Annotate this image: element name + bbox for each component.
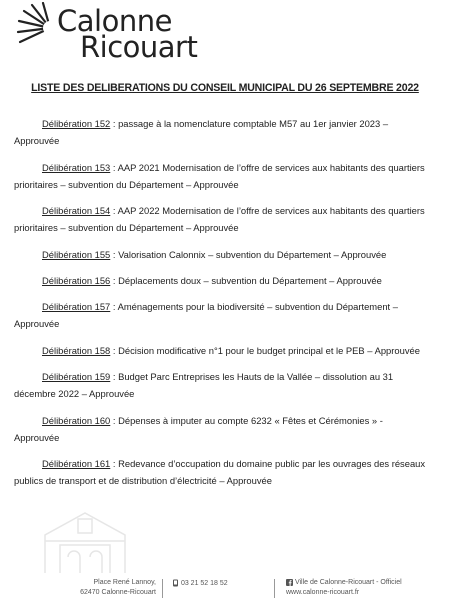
footer-facebook-link[interactable]: Ville de Calonne-Ricouart - Officiel — [294, 579, 402, 586]
footer-website-link[interactable]: www.calonne-ricouart.fr — [286, 589, 360, 596]
deliberation-ref: Délibération 155 — [42, 248, 111, 260]
logo-text-calonne: Calonne — [57, 4, 172, 38]
deliberation-ref: Délibération 154 — [42, 205, 111, 217]
deliberation-ref: Délibération 159 — [42, 371, 111, 383]
deliberation-text: : Dépenses à imputer au compte 6232 « Fêtes et Cérémonies » - Approuvée — [14, 414, 383, 443]
deliberation-ref: Délibération 156 — [42, 274, 111, 286]
footer-phone-number: 03 21 52 18 52 — [180, 579, 228, 587]
deliberation-text: : Déplacements doux – subvention du Département – Approuvée — [110, 274, 382, 286]
footer-address-line2: 62470 Calonne-Ricouart — [80, 589, 156, 596]
deliberation-text: : Budget Parc Entreprises les Hauts de la Vallée – dissolution au 31 décembre 2022 – Approuvée — [14, 371, 394, 400]
phone-icon — [172, 579, 179, 587]
deliberation-item — [14, 342, 430, 359]
deliberation-text: : Décision modificative n°1 pour le budget principal et le PEB – Approuvée — [110, 344, 420, 356]
footer — [0, 578, 450, 600]
sun-rays-icon — [10, 2, 58, 50]
footer-divider — [162, 579, 163, 598]
deliberation-ref: Délibération 152 — [42, 118, 111, 130]
deliberation-text: : Redevance d’occupation du domaine public par les ouvrages des réseaux publics de transport et de distribution d’électricité – Approuvée — [14, 457, 426, 486]
deliberation-ref: Délibération 153 — [42, 161, 111, 173]
deliberation-text: : Valorisation Calonnix – subvention du Département – Approuvée — [110, 248, 387, 260]
deliberation-item — [14, 272, 430, 289]
deliberation-ref: Délibération 157 — [42, 301, 111, 313]
footer-divider — [274, 579, 275, 598]
deliberation-item — [14, 298, 430, 332]
deliberation-item — [14, 246, 430, 263]
footer-address — [80, 578, 156, 598]
deliberation-list — [14, 106, 430, 498]
deliberation-ref: Délibération 158 — [42, 344, 111, 356]
deliberation-item — [14, 159, 430, 193]
deliberation-item — [14, 202, 430, 236]
deliberation-text: : passage à la nomenclature comptable M57 au 1er janvier 2023 – Approuvée — [14, 118, 389, 147]
footer-facebook — [286, 578, 402, 588]
deliberation-text: : AAP 2022 Modernisation de l’offre de services aux habitants des quartiers prioritaires – subvention du Département – Approuvée — [14, 205, 425, 234]
facebook-icon — [286, 579, 293, 586]
logo — [10, 2, 200, 64]
logo-text-ricouart: Ricouart — [80, 30, 198, 64]
deliberation-text: : AAP 2021 Modernisation de l’offre de services aux habitants des quartiers prioritaires – subvention du Département – Approuvée — [14, 161, 425, 190]
deliberation-text: : Aménagements pour la biodiversité – subvention du Département – Approuvée — [14, 301, 398, 330]
page-title: LISTE DES DELIBERATIONS DU CONSEIL MUNICIPAL DU 26 SEPTEMBRE 2022 — [31, 82, 419, 94]
footer-address-line1: Place René Lannoy, — [93, 579, 156, 586]
deliberation-item — [14, 115, 430, 149]
footer-phone — [172, 579, 228, 587]
deliberation-item — [14, 368, 430, 402]
deliberation-item — [14, 455, 430, 489]
deliberation-ref: Délibération 160 — [42, 414, 111, 426]
deliberation-item — [14, 412, 430, 446]
deliberation-ref: Délibération 161 — [42, 457, 111, 469]
footer-web — [286, 578, 402, 598]
town-hall-watermark-icon — [40, 505, 130, 575]
